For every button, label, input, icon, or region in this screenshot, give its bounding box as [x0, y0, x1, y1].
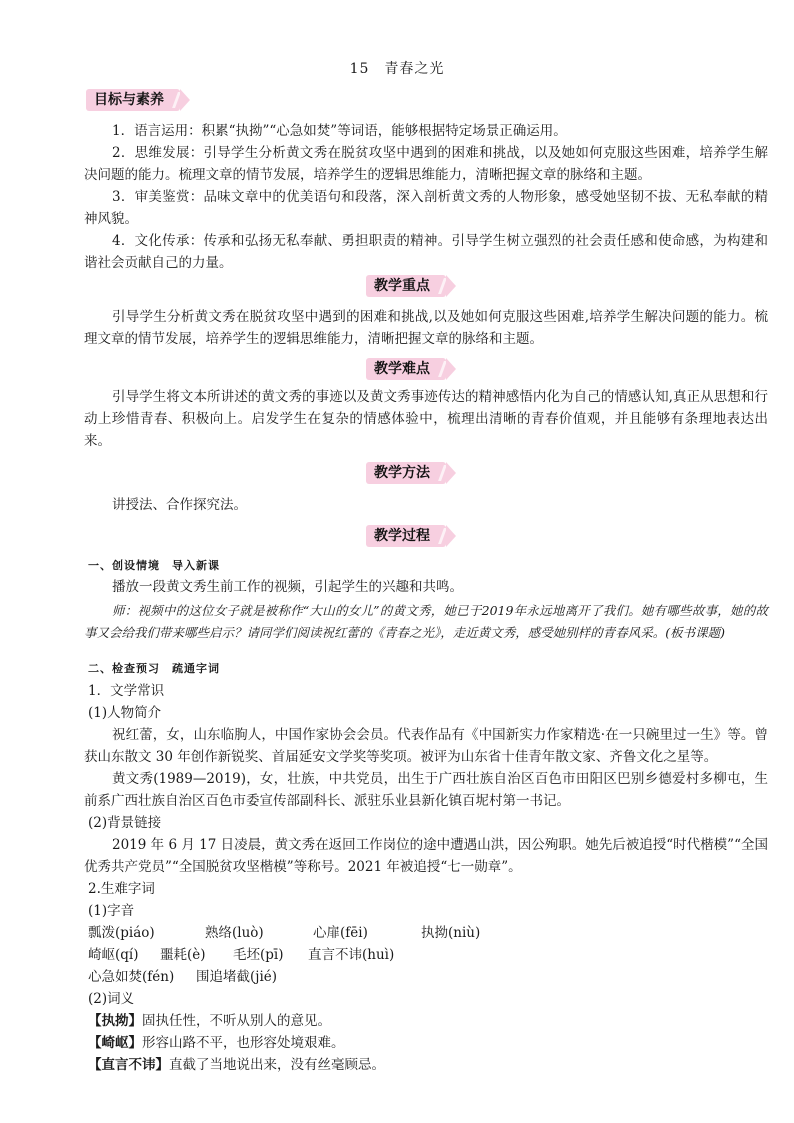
goal-item-3: 3．审美鉴赏：品味文章中的优美语句和段落，深入剖析黄文秀的人物形象，感受她坚韧不拔、无私奉献的精神风貌。 — [84, 189, 768, 227]
section-banner-difficulties — [366, 358, 446, 380]
banner-stripe-decoration — [438, 278, 447, 294]
section-banner-methods — [366, 462, 446, 484]
key-points-text: 引导学生分析黄文秀在脱贫攻坚中遇到的困难和挑战,以及她如何克服这些困难,培养学生解决问题的能力。梳理文章的情节发展，培养学生的逻辑思维能力，清晰把握文章的脉络和主题。 — [84, 309, 768, 347]
pronunciation-item: 直言不讳(huì) — [308, 947, 395, 963]
meaning-heading: (2)词义 — [88, 991, 135, 1007]
meaning-item — [88, 1032, 345, 1054]
pronunciation-item: 噩耗(è) — [160, 947, 206, 963]
goal-item-2: 2．思维发展：引导学生分析黄文秀在脱贫攻坚中遇到的困难和挑战，以及她如何克服这些困难，培养学生解决问题的能力。梳理文章的情节发展，培养学生的逻辑思维能力，清晰把握文章的脉络和主题。 — [84, 145, 768, 183]
meaning-term: 【执拗】 — [88, 1013, 142, 1029]
goal-item-4: 4．文化传承：传承和弘扬无私奉献、勇担职责的精神。引导学生树立强烈的社会责任感和使命感，为构建和谐社会贡献自己的力量。 — [84, 233, 768, 271]
meaning-term: 【直言不讳】 — [88, 1057, 169, 1073]
pronunciation-item: 毛坯(pī) — [233, 947, 284, 963]
meaning-item — [88, 1010, 331, 1032]
step1-teacher-speech: 师：视频中的这位女子就是被称作“大山的女儿”的黄文秀，她已于2019年永远地离开了我们。她有哪些故事，她的故事又会给我们带来哪些启示？请同学们阅读祝红蕾的《青春之光》，走近黄文秀，感受她别样的青春风采。(板书课题) — [84, 603, 768, 640]
section-banner-difficulties-label: 教学难点 — [374, 361, 430, 377]
meaning-term: 【崎岖】 — [88, 1035, 142, 1051]
pronunciation-item: 围追堵截(jié) — [196, 969, 278, 985]
section-banner-process-label: 教学过程 — [374, 528, 430, 544]
lesson-title: 15 青春之光 — [349, 61, 445, 77]
banner-stripe-decoration — [438, 465, 447, 481]
difficulties-text: 引导学生将文本所讲述的黄文秀的事迹以及黄文秀事迹传达的精神感悟内化为自己的情感认知,真正从思想和行动上珍惜青春、积极向上。启发学生在复杂的情感体验中，梳理出清晰的青春价值观，并且能够有条理地表达出来。 — [84, 389, 768, 449]
section-banner-methods-label: 教学方法 — [374, 465, 430, 481]
section-banner-goals — [86, 89, 180, 111]
huang-bio: 黄文秀(1989—2019)，女，壮族，中共党员，出生于广西壮族自治区百色市田阳区巴别乡德爱村多柳屯，生前系广西壮族自治区百色市委宣传部副科长、派驻乐业县新化镇百坭村第一书记。 — [84, 771, 768, 809]
background-heading: (2)背景链接 — [88, 815, 162, 831]
people-heading: (1)人物简介 — [88, 705, 162, 721]
pronunciation-item: 瓢泼(piáo) — [88, 925, 155, 941]
pronunciation-item: 崎岖(qí) — [88, 947, 139, 963]
words-heading: 2.生难字词 — [88, 881, 155, 897]
section-banner-key-points — [366, 275, 446, 297]
section-banner-key-points-label: 教学重点 — [374, 278, 430, 294]
goal-item-1: 1．语言运用：积累“执拗”“心急如焚”等词语，能够根据特定场景正确运用。 — [112, 123, 567, 139]
banner-stripe-decoration — [172, 92, 181, 108]
pronunciation-item: 熟络(luò) — [205, 925, 264, 941]
step1-heading: 一、创设情境 导入新课 — [88, 559, 220, 572]
meaning-definition: 形容山路不平，也形容处境艰难。 — [142, 1035, 345, 1051]
meaning-definition: 固执任性，不听从别人的意见。 — [142, 1013, 331, 1029]
section-banner-goals-label: 目标与素养 — [94, 92, 164, 108]
banner-stripe-decoration — [438, 528, 447, 544]
section-banner-process — [366, 525, 446, 547]
author-bio: 祝红蕾，女，山东临朐人，中国作家协会会员。代表作品有《中国新实力作家精选·在一只碗里过一生》等。曾获山东散文 30 年创作新锐奖、首届延安文学奖等奖项。被评为山东省十佳青年散文家、齐鲁文化之星等。 — [84, 727, 768, 765]
step2-heading: 二、检查预习 疏通字词 — [88, 662, 220, 675]
pronunciation-item: 心扉(fēi) — [313, 925, 368, 941]
pronunciation-heading: (1)字音 — [88, 903, 135, 919]
pronunciation-item: 执拗(niù) — [421, 925, 481, 941]
literature-heading: 1．文学常识 — [88, 683, 165, 699]
meaning-item — [88, 1054, 385, 1076]
banner-stripe-decoration — [438, 361, 447, 377]
pronunciation-item: 心急如焚(fén) — [88, 969, 175, 985]
step1-text: 播放一段黄文秀生前工作的视频，引起学生的兴趣和共鸣。 — [112, 579, 463, 595]
meaning-definition: 直截了当地说出来，没有丝毫顾忌。 — [169, 1057, 385, 1073]
methods-text: 讲授法、合作探究法。 — [112, 497, 247, 513]
background-text: 2019 年 6 月 17 日凌晨，黄文秀在返回工作岗位的途中遭遇山洪，因公殉职。她先后被追授“时代楷模”“全国优秀共产党员”“全国脱贫攻坚楷模”等称号。2021 年被追授“七一勋章”。 — [84, 837, 768, 875]
